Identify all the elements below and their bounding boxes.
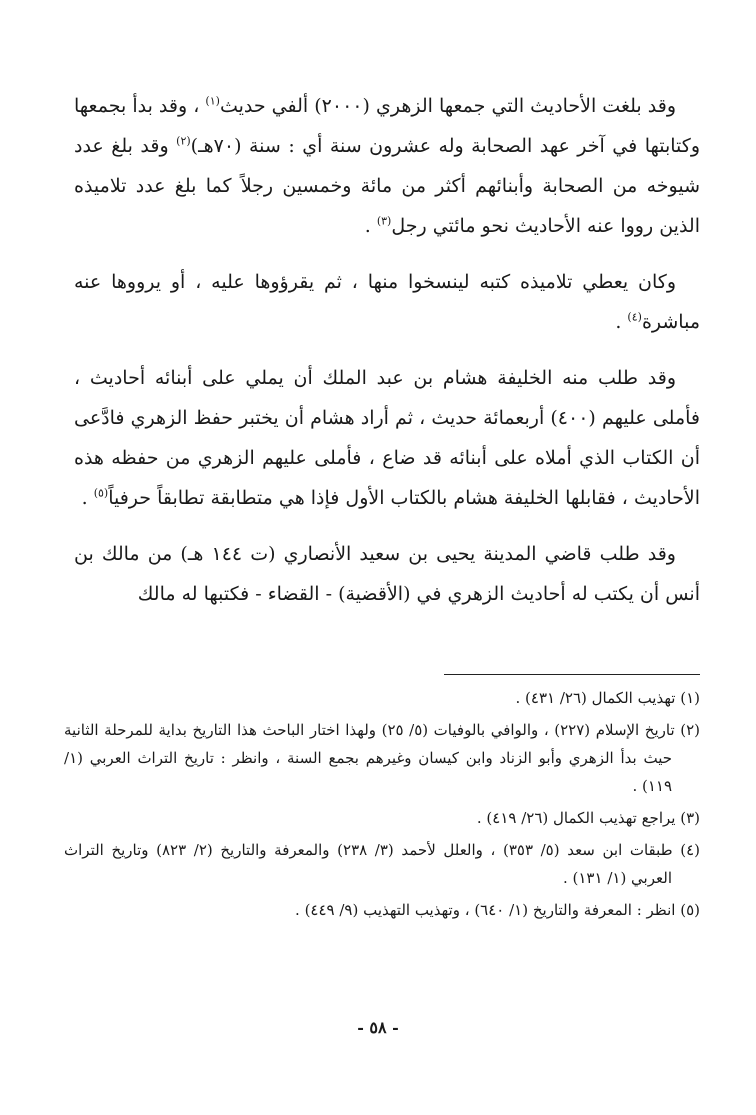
- text-segment: وقد طلب قاضي المدينة يحيى بن سعيد الأنصاري (ت ١٤٤ هـ) من مالك بن أنس أن يكتب له أحاديث الزهري في (الأقضية) - القضاء - فكتبها له مالك: [74, 543, 700, 605]
- footnote-item: (٤) طبقات ابن سعد (٥/ ٣٥٣) ، والعلل لأحمد (٣/ ٢٣٨) والمعرفة والتاريخ (٢/ ٨٢٣) وتاريخ التراث العربي (١/ ١٣١) .: [64, 841, 700, 887]
- text-segment: وقد بلغ عدد شيوخه من الصحابة وأبنائهم أكثر من مائة وخمسين رجلاً كما بلغ عدد تلاميذه الذين رووا عنه الأحاديث نحو مائتي رجل: [74, 135, 700, 237]
- footnote-item: (٢) تاريخ الإسلام (٢٢٧) ، والوافي بالوفيات (٥/ ٢٥) ولهذا اختار الباحث هذا التاريخ بداية للمرحلة الثانية حيث بدأ الزهري وأبو الزناد وابن كيسان وغيرهم بجمع السنة ، وانظر : تاريخ التراث العربي (١/ ١١٩) .: [64, 721, 700, 795]
- text-segment: وقد طلب منه الخليفة هشام بن عبد الملك أن يملي على أبنائه أحاديث ، فأملى عليهم (٤٠٠) أربعمائة حديث ، ثم أراد هشام أن يختبر حفظ الزهري فادَّعى أن الكتاب الذي أملاه على أبنائه قد ضاع ، فأملى عليهم الزهري من حفظه هذه الأحاديث ، فقابلها الخليفة هشام بالكتاب الأول فإذا هي متطابقة تطابقاً حرفياً: [74, 367, 700, 509]
- footnote-marker: (٥): [93, 486, 109, 500]
- paragraph: [74, 262, 700, 342]
- paragraph: [74, 534, 700, 614]
- footnote-marker: (٢): [176, 134, 191, 148]
- footnote-item: (٣) يراجع تهذيب الكمال (٢٦/ ٤١٩) .: [476, 809, 700, 827]
- text-segment: .: [81, 487, 94, 509]
- footnote-marker: (٣): [376, 214, 392, 228]
- text-segment: .: [615, 311, 628, 333]
- paragraph: [74, 86, 700, 246]
- footnote-item: (١) تهذيب الكمال (٢٦/ ٤٣١) .: [515, 689, 700, 707]
- footnote-marker: (١): [205, 94, 220, 108]
- footnotes: [64, 682, 700, 928]
- main-text: [74, 86, 700, 614]
- text-segment: وقد بلغت الأحاديث التي جمعها الزهري (٢٠٠٠) ألفي حديث: [219, 95, 677, 117]
- footnote-marker: (٤): [627, 310, 642, 324]
- footnote-divider: [444, 674, 700, 675]
- paragraph: [74, 358, 700, 518]
- text-segment: ، وقد بدأ بجمعها وكتابتها في آخر عهد الصحابة وله عشرون سنة أي : سنة (٧٠هـ): [74, 95, 700, 157]
- text-segment: .: [364, 215, 377, 237]
- footnote-item: (٥) انظر : المعرفة والتاريخ (١/ ٦٤٠) ، وتهذيب التهذيب (٩/ ٤٤٩) .: [295, 901, 700, 919]
- text-segment: وكان يعطي تلاميذه كتبه لينسخوا منها ، ثم يقرؤوها عليه ، أو يرووها عنه مباشرة: [74, 271, 700, 333]
- page-number: - ٥٨ -: [357, 1018, 399, 1037]
